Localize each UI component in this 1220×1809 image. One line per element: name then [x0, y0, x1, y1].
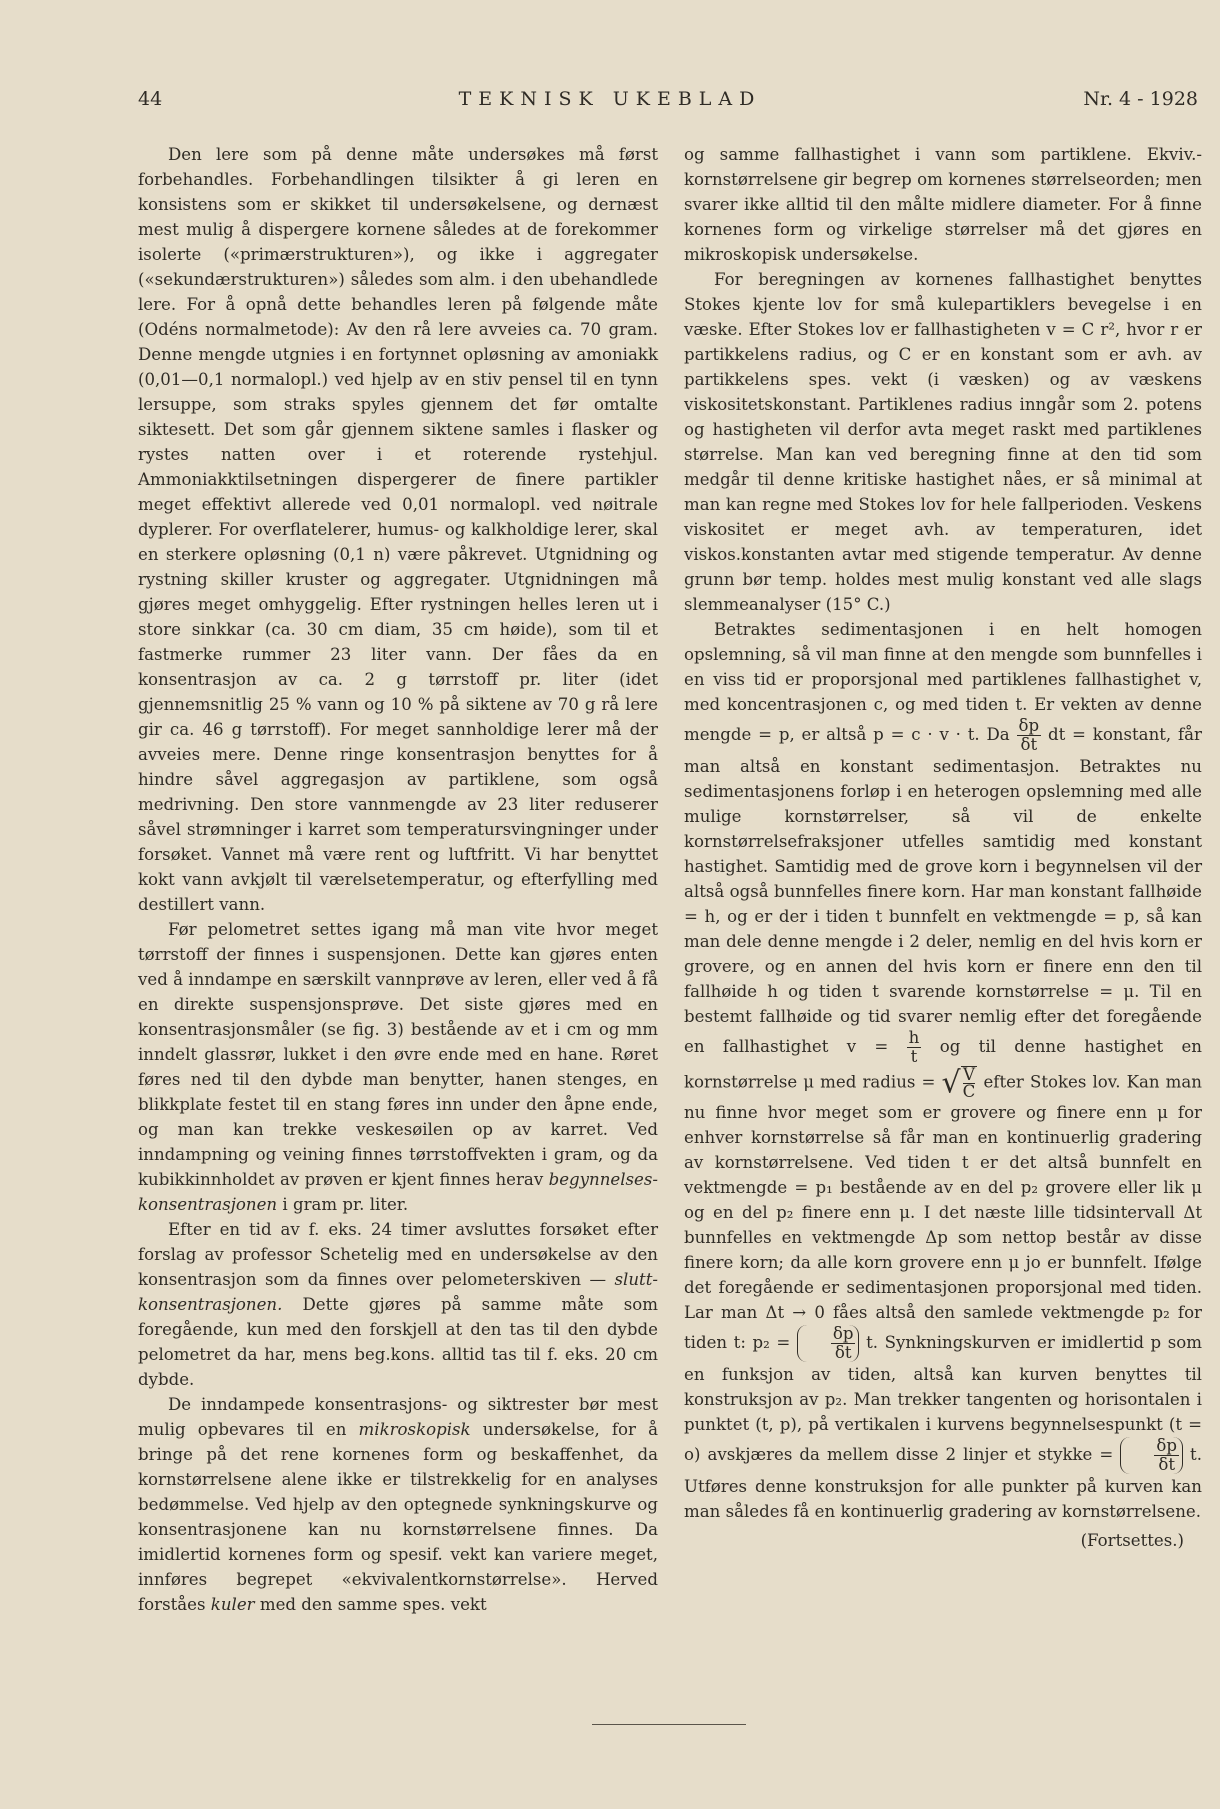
fraction-dp-dt: $\frac{\delta p}{\delta t}$: [1018, 716, 1040, 754]
paragraph: Betraktes sedimentasjonen i en helt homogen opslemning, så vil man finne at den mengde som bunnfelles i en viss tid er proporsjonal med partiklenes fallhastighet v, med koncentrasjonen c, og med tiden t. Er vekten av denne mengde = p, er altså p = c · v · t. Da $\frac{\delta p}{\delta t}$ dt = konstant, får man altså en konstant sedimentasjon. Betraktes nu sedimentasjonens forløp i en heterogen opslemning med alle mulige kornstørrelser, så vil de enkelte kornstørrelsefraksjoner utfelles samtidig med konstant hastighet. Samtidig med de grove korn i begynnelsen vil der altså også bunnfelles finere korn. Har man konstant fallhøide = h, og er der i tiden t bunnfelt en vektmengde = p, så kan man dele denne mengde i 2 deler, nemlig en del hvis korn er grovere, og en annen del hvis korn er finere enn den til fallhøide h og tiden t svarende kornstørrelse = μ. Til en bestemt fallhøide og tid svarer nemlig efter det foregående en fallhastighet v = $\frac{h}{t}$ og til denne hastighet en kornstørrelse μ med radius = √ $\frac{V}{C}$ efter Stokes lov. Kan man nu finne hvor meget som er grovere og finere enn μ for enhver kornstørrelse så får man en kontinuerlig gradering av kornstørrelsene. Ved tiden t er det altså bunnfelt en vektmengde = p₁ bestående av en del p₂ grovere eller lik μ og en del p₂ finere enn μ. I det næste lille tidsintervall Δt bunnfelles en vektmengde Δp som nettop består av disse finere korn; da alle korn grovere enn μ jo er bunnfelt. Ifølge det foregående er sedimentasjonen proporsjonal med tiden. Lar man Δt → 0 fåes altså den samlede vektmengde p₂ for tiden t: p₂ = $\frac{\delta p}{\delta t}$ t. Synkningskurven er imidlertid p som en funksjon av tiden, altså kan kurven benyttes til konstruksjon av p₂. Man trekker tangenten og horisontalen i punktet (t, p), på vertikalen i kurvens begynnelsespunkt (t = o) avskjæres da mellem disse 2 linjer et stykke = $\frac{\delta p}{\delta t}$ t. Utføres denne konstruksjon for alle punkter på kurven kan man således få en kontinuerlig gradering av kornstørrelsene.: [684, 620, 1202, 1521]
page-header: [0, 88, 1220, 118]
paragraph: For beregningen av kornenes fallhastighet benyttes Stokes kjente lov for små kulepartiklers bevegelse i en væske. Efter Stokes lov er fallhastigheten v = C r², hvor r er partikkelens radius, og C er en konstant som er avh. av partikkelens spes. vekt (i væsken) og av væskens viskositetskonstant. Partiklenes radius inngår som 2. potens og hastigheten vil derfor avta meget raskt med partiklenes størrelse. Man kan ved beregning finne at den tid som medgår til denne kritiske hastighet nåes, er så minimal at man kan regne med Stokes lov for hele fallperioden. Veskens viskositet er meget avh. av temperaturen, idet viskos.konstanten avtar med stigende temperatur. Av denne grunn bør temp. holdes mest mulig konstant ved alle slags slemmeanalyser (15° C.): [684, 270, 1202, 614]
sqrt-v-over-c: √ $\frac{V}{C}$: [941, 1065, 976, 1101]
paragraph: Før pelometret settes igang må man vite hvor meget tørrstoff der finnes i suspensjonen. Dette kan gjøres enten ved å inndampe en særskilt vannprøve av leren, eller ved å få en direkte suspensjonsprøve. Det siste gjøres med en konsentrasjonsmåler (se fig. 3) bestående av et i cm og mm inndelt glassrør, lukket i den øvre ende med en hane. Røret føres ned til den dybde man benytter, hanen stenges, en blikkplate festet til en stang føres inn under den åpne ende, og man kan trekke veskesøilen op av karret. Ved inndampning og veining finnes tørrstoffvekten i gram, og da kubikkinnholdet av prøven er kjent finnes herav begynnelses-konsentrasjonen i gram pr. liter.: [138, 920, 658, 1214]
left-column: [138, 142, 658, 1617]
page-number: 44: [138, 88, 163, 110]
fraction-h-t: $\frac{h}{t}$: [908, 1028, 920, 1066]
issue-label: Nr. 4 - 1928: [1083, 88, 1198, 110]
end-rule: [592, 1724, 746, 1725]
paragraph: Efter en tid av f. eks. 24 timer avsluttes forsøket efter forslag av professor Schetelig med en undersøkelse av den konsentrasjon som da finnes over pelometerskiven — slutt-konsentrasjonen. Dette gjøres på samme måte som foregående, kun med den forskjell at den tas til den dybde pelometret da har, mens beg.kons. alltid tas til f. eks. 20 cm dybde.: [138, 1220, 658, 1389]
paren-dp-dt-2: $\frac{\delta p}{\delta t}$: [1120, 1437, 1183, 1474]
paragraph: og samme fallhastighet i vann som partiklene. Ekviv.-kornstørrelsene gir begrep om kornenes størrelseorden; men svarer ikke alltid til den målte midlere diameter. For å finne kornenes form og virkelige størrelser må det gjøres en mikroskopisk undersøkelse.: [684, 145, 1202, 264]
paragraph: De inndampede konsentrasjons- og siktrester bør mest mulig opbevares til en mikroskopisk undersøkelse, for å bringe på det rene kornenes form og beskaffenhet, da kornstørrelsene alene ikke er tilstrekkelig for en analyses bedømmelse. Ved hjelp av den optegnede synkningskurve og konsentrasjonene kan nu kornstørrelsene finnes. Da imidlertid kornenes form og spesif. vekt kan variere meget, innføres begrepet «ekvivalentkornstørrelse». Herved forståes kuler med den samme spes. vekt: [138, 1395, 658, 1614]
paren-dp-dt-1: $\frac{\delta p}{\delta t}$: [797, 1325, 860, 1362]
right-column: [684, 142, 1202, 1553]
journal-title: TEKNISK UKEBLAD: [458, 88, 762, 110]
paragraph: Den lere som på denne måte undersøkes må først forbehandles. Forbehandlingen tilsikter å gi leren en konsistens som er skikket til undersøkelsene, og dernæst mest mulig å dispergere kornene således at de forekommer isolerte («primærstrukturen»), og ikke i aggregater («sekundærstrukturen») således som alm. i den ubehandlede lere. For å opnå dette behandles leren på følgende måte (Odéns normalmetode): Av den rå lere avveies ca. 70 gram. Denne mengde utgnies i en fortynnet opløsning av amoniakk (0,01—0,1 normalopl.) ved hjelp av en stiv pensel til en tynn lersuppe, som straks spyles gjennem det før omtalte siktesett. Det som går gjennem siktene samles i flasker og rystes natten over i et roterende rystehjul. Ammoniakktilsetningen dispergerer de finere partikler meget effektivt allerede ved 0,01 normalopl. ved nøitrale dyplerer. For overflatelerer, humus- og kalkholdige lerer, skal en sterkere opløsning (0,1 n) være påkrevet. Utgnidning og rystning skiller kruster og aggregater. Utgnidningen må gjøres meget omhyggelig. Efter rystningen helles leren ut i store sinkkar (ca. 30 cm diam, 35 cm høide), som til et fastmerke rummer 23 liter vann. Der fåes da en konsentrasjon av ca. 2 g tørrstoff pr. liter (idet gjennemsnitlig 25 % vann og 10 % på siktene av 70 g rå lere gir ca. 46 g tørrstoff). For meget sannholdige lerer må der avveies mere. Denne ringe konsentrasjon benyttes for å hindre såvel aggregasjon av partiklene, som også medrivning. Den store vannmengde av 23 liter reduserer såvel strømninger i karret som temperatursvingninger under forsøket. Vannet må være rent og luftfritt. Vi har benyttet kokt vann avkjølt til værelsetemperatur, og efterfylling med destillert vann.: [138, 145, 658, 914]
continued-note: (Fortsettes.): [1080, 1531, 1184, 1550]
